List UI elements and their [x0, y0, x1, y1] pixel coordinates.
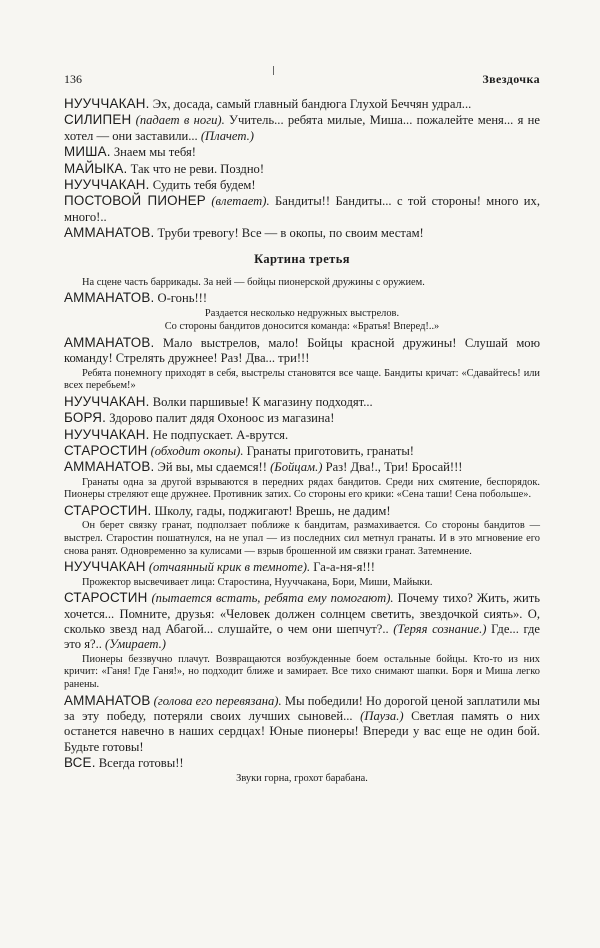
dialogue-line: НУУЧЧАКАН. Волки паршивые! К магазину подходят... [64, 393, 373, 409]
stage-direction: Звуки горна, грохот барабана. [236, 772, 368, 784]
dialogue-line: СТАРОСТИН. Школу, гады, поджигают! Врешь, не дадим! [64, 503, 391, 519]
stage-direction: Ребята понемногу приходят в себя, выстрелы становятся все чаще. Бандиты кричат: «Сдавайтесь! или всех перебьем!» [64, 367, 540, 392]
dialogue-line: НУУЧЧАКАН. Не подпускает. А-врутся. [64, 426, 289, 442]
dialogue-line: АММАНАТОВ. Мало выстрелов, мало! Бойцы красной дружины! Слушай мою команду! Стрелять дружнее! Раз! Два... три!!! [64, 334, 540, 366]
dialogue-line: БОРЯ. Здорово палит дядя Охоноос из магазина! [64, 410, 335, 426]
play-text [64, 96, 540, 786]
page-number: 136 [64, 72, 82, 86]
dialogue-line: АММАНАТОВ. О-гонь!!! [64, 290, 208, 306]
stage-direction: Со стороны бандитов доносится команда: «Братья! Вперед!..» [164, 321, 440, 333]
stage-direction: Гранаты одна за другой взрываются в передних рядах бандитов. Среди них смятение, беспорядок. Пионеры стреляют еще дружнее. Противник затих. Со стороны его крики: «Сена таши! Сена побольше». [64, 476, 540, 501]
dialogue-line: НУУЧЧАКАН (отчаянный крик в темноте). Га-а-ня-я!!! [64, 559, 375, 575]
dialogue-line: МИША. Знаем мы тебя! [64, 144, 196, 160]
dialogue-line: ВСЕ. Всегда готовы!! [64, 755, 184, 771]
running-header [64, 72, 540, 88]
stage-direction: Раздается несколько недружных выстрелов. [204, 307, 400, 319]
dialogue-line: СИЛИПЕН (падает в ноги). Учитель... ребята милые, Миша... пожалейте меня... я не хотел — они заставили... (Плачет.) [64, 112, 540, 143]
stage-direction: На сцене часть баррикады. За ней — бойцы пионерской дружины с оружием. [82, 276, 425, 288]
running-title: Звездочка [482, 72, 540, 86]
stage-direction: Пионеры беззвучно плачут. Возвращаются возбужденные боем остальные бойцы. Кто-то из них кричит: «Ганя! Где Ганя!», но подходит ближе и замирает. Все тихо снимают шапки. Боря и Миша легко ранены. [64, 653, 540, 691]
scene-title: Картина третья [254, 251, 350, 266]
stage-direction: Он берет связку гранат, подползает поближе к бандитам, размахивается. Со стороны бандитов — выстрел. Старостин пошатнулся, на не упал — из последних сил метнул гранаты. И в это мгновение его снова ранят. Одновременно за кулисами — взрыв брошенной им связки гранат. Затемнение. [64, 520, 540, 557]
dialogue-line: ПОСТОВОЙ ПИОНЕР (влетает). Бандиты!! Бандиты... с той стороны! много их, много!.. [64, 193, 540, 224]
dialogue-line: АММАНАТОВ. Эй вы, мы сдаемся!! (Бойцам.) Раз! Два!., Три! Бросай!!! [64, 459, 463, 475]
dialogue-line: НУУЧЧАКАН. Судить тебя будем! [64, 177, 256, 193]
dialogue-line: СТАРОСТИН (обходит окопы). Гранаты приготовить, гранаты! [64, 443, 414, 459]
dialogue-line: НУУЧЧАКАН. Эх, досада, самый главный бандюга Глухой Беччян удрал... [64, 96, 472, 111]
dialogue-line: АММАНАТОВ. Труби тревогу! Все — в окопы, по своим местам! [64, 225, 424, 241]
stage-direction: Прожектор высвечивает лица: Старостина, Нууччакана, Бори, Миши, Майыки. [82, 576, 433, 588]
dialogue-line: МАЙЫКА. Так что не реви. Поздно! [64, 160, 265, 176]
dialogue-line: СТАРОСТИН (пытается встать, ребята ему помогают). Почему тихо? Жить, жить хочется... Помните, друзья: «Человек должен солнцем светить, звездочкой сиять». О, сколько звезд над Абагой... слушайте, о чем они шепчут?.. (Теряя сознание.) Где... где это я?.. (Умирает.) [64, 590, 541, 652]
dialogue-line: АММАНАТОВ (голова его перевязана). Мы победили! Но дорогой ценой заплатили мы за эту победу, потеряли своих лучших сыновей... (Пауза.) Светлая память о них останется навечно в наших сердцах! Юные пионеры! Впереди у вас еще не один бой. Будьте готовы! [64, 692, 540, 754]
